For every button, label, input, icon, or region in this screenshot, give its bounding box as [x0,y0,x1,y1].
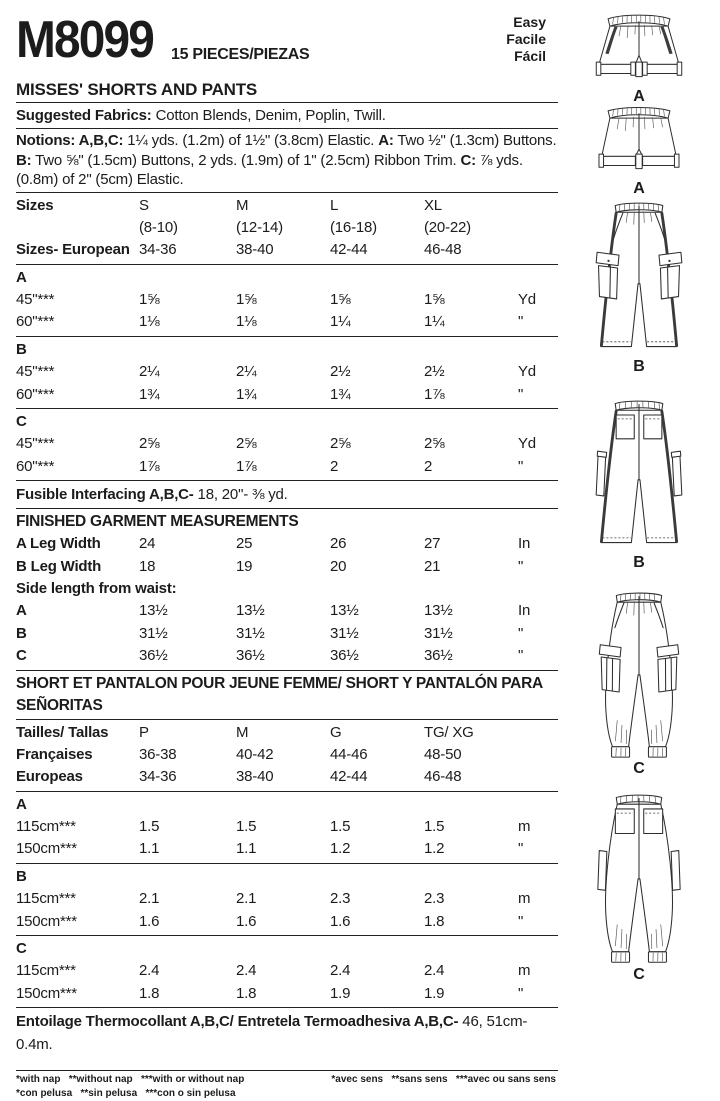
unit: " [518,623,558,645]
cell: 18 [139,556,236,578]
difficulty-en: Easy [506,14,546,31]
cell: 20 [330,556,424,578]
cell: 2¼ [139,361,236,383]
finished-measurements-heading: FINISHED GARMENT MEASUREMENTS [16,511,558,533]
measure-label: C [16,645,139,667]
cell: 38-40 [236,766,330,788]
pants-back-illustration [580,396,698,554]
cell: 19 [236,556,330,578]
divider [16,1007,558,1008]
cell: 1⅞ [139,456,236,478]
cell: 36½ [236,645,330,667]
cell: 42-44 [330,766,424,788]
fabrics-label: Suggested Fabrics: [16,107,152,124]
entoilage-text: 46, 51cm- 0.4m. [16,1013,527,1053]
cell: 1⅞ [424,384,518,406]
page-title: MISSES' SHORTS AND PANTS [16,80,558,100]
width-label: 60"*** [16,311,139,333]
unit: " [518,983,558,1005]
divider [16,336,558,337]
cell: 1⅛ [139,311,236,333]
width-label: 60"*** [16,456,139,478]
measurement-row [16,623,558,645]
european-label: Sizes- European [16,239,139,261]
col-head: S [139,195,236,217]
cell: 1⅝ [424,289,518,311]
cell: 1¾ [139,384,236,406]
interfacing-note [16,483,558,506]
shorts-back-illustration [584,100,694,180]
unit: " [518,556,558,578]
col-head: M [236,195,330,217]
notions-b-label: B: [16,152,31,169]
entoilage-note [16,1010,558,1056]
cell: 2.4 [424,960,518,982]
cell: 31½ [236,623,330,645]
figure-label: C [558,761,720,777]
view-c-label-row [16,938,558,960]
divider [16,719,558,720]
cell: 1.8 [139,983,236,1005]
divider [16,102,558,103]
divider [16,192,558,193]
notions-c-label: C: [460,152,475,169]
notions-label: Notions: A,B,C: [16,132,123,149]
size-header-row [16,195,558,217]
figure-view-a-front [558,8,720,105]
cell: 1⅛ [236,311,330,333]
col-head: TG/ XG [424,722,518,744]
cell: 2⅝ [330,433,424,455]
jogger-front-illustration [580,588,698,760]
cell: 2½ [330,361,424,383]
cell: 2.4 [139,960,236,982]
divider [16,935,558,936]
figure-label: A [558,181,720,197]
cell: 1.9 [330,983,424,1005]
cell: 46-48 [424,239,518,261]
measure-label: B Leg Width [16,556,139,578]
yardage-row [16,289,558,311]
cell: 42-44 [330,239,424,261]
divider [16,791,558,792]
figure-view-c-front [558,588,720,777]
unit: m [518,816,558,838]
col-sub: (20-22) [424,217,518,239]
cell: 2¼ [236,361,330,383]
measurement-row [16,600,558,622]
pattern-number: M8099 [16,12,153,68]
pants-front-illustration [580,198,698,358]
cell: 1¾ [236,384,330,406]
view-label: B [16,866,139,888]
cell: 24 [139,533,236,555]
notions-text: Two ⅝" (1.5cm) Buttons, 2 yds. (1.9m) of 1" (2.5cm) Ribbon Trim. [31,152,460,169]
cell: 2⅝ [424,433,518,455]
cell: 1⅞ [236,456,330,478]
divider [16,480,558,481]
cell: 36½ [330,645,424,667]
cell: 1.1 [139,838,236,860]
width-label: 115cm*** [16,888,139,910]
unit: Yd [518,433,558,455]
figure-label: C [558,967,720,983]
metric-yardage-row [16,816,558,838]
cell: 1.2 [424,838,518,860]
figure-view-b-front [558,198,720,375]
view-c-label-row [16,411,558,433]
francaises-label: Françaises [16,744,139,766]
unit: In [518,600,558,622]
metric-yardage-row [16,888,558,910]
footnotes [16,1070,558,1101]
unit: " [518,911,558,933]
view-label: A [16,267,139,289]
unit: " [518,384,558,406]
footnote-es: *con pelusa **sin pelusa ***con o sin pelusa [16,1087,236,1101]
figure-label: A [558,89,720,105]
notions [16,131,558,190]
view-label: A [16,794,139,816]
cell: 1.6 [139,911,236,933]
view-b-label-row [16,866,558,888]
tailles-label: Tailles/ Tallas [16,722,139,744]
interfacing-text: 18, 20"- ⅜ yd. [194,486,288,503]
figure-label: B [558,359,720,375]
cell: 2.3 [330,888,424,910]
metric-yardage-row [16,911,558,933]
content-column [16,12,558,1101]
shorts-front-illustration [584,8,694,88]
view-label: C [16,411,139,433]
divider [16,508,558,509]
notions-a-label: A: [378,132,393,149]
europeas-row [16,766,558,788]
tailles-row [16,722,558,744]
unit: " [518,311,558,333]
cell: 1.1 [236,838,330,860]
difficulty-badge [506,12,558,65]
divider [16,408,558,409]
yardage-row [16,456,558,478]
cell: 31½ [424,623,518,645]
unit: m [518,960,558,982]
suggested-fabrics [16,105,558,126]
col-head: G [330,722,424,744]
cell: 2 [424,456,518,478]
european-sizes-row [16,239,558,261]
cell: 2.4 [330,960,424,982]
cell: 36-38 [139,744,236,766]
width-label: 150cm*** [16,983,139,1005]
jogger-back-illustration [580,790,698,966]
cell: 36½ [139,645,236,667]
garment-illustrations [558,0,720,1017]
divider [16,1070,558,1071]
width-label: 45"*** [16,289,139,311]
fabrics-text: Cotton Blends, Denim, Poplin, Twill. [152,107,386,124]
cell: 40-42 [236,744,330,766]
view-b-label-row [16,339,558,361]
measure-label: B [16,623,139,645]
cell: 1⅝ [330,289,424,311]
cell: 1.6 [236,911,330,933]
cell: 1.5 [139,816,236,838]
col-head: P [139,722,236,744]
col-sub: (12-14) [236,217,330,239]
cell: 2.4 [236,960,330,982]
difficulty-es: Fácil [506,48,546,65]
unit: " [518,838,558,860]
width-label: 60"*** [16,384,139,406]
interfacing-label: Fusible Interfacing A,B,C- [16,486,194,503]
cell: 2.1 [236,888,330,910]
cell: 1.5 [424,816,518,838]
entoilage-label: Entoilage Thermocollant A,B,C/ Entretela Termoadhesiva A,B,C- [16,1013,458,1030]
pieces-count: 15 PIECES/PIEZAS [171,46,309,64]
measurement-row [16,533,558,555]
size-subhead-row [16,217,558,239]
col-sub: (16-18) [330,217,424,239]
cell: 13½ [424,600,518,622]
divider [16,128,558,129]
cell: 1.6 [330,911,424,933]
cell: 2.1 [139,888,236,910]
cell: 21 [424,556,518,578]
divider [16,863,558,864]
cell: 31½ [139,623,236,645]
footnote-row-1 [16,1073,558,1087]
yardage-row [16,361,558,383]
footnote-row-2 [16,1087,558,1101]
francaises-row [16,744,558,766]
cell: 38-40 [236,239,330,261]
cell: 2 [330,456,424,478]
measurement-row [16,578,558,600]
unit: In [518,533,558,555]
measure-label: A Leg Width [16,533,139,555]
cell: 2.3 [424,888,518,910]
cell: 1.2 [330,838,424,860]
notions-text: Two ½" (1.3cm) Buttons. [394,132,557,149]
footnote-en: *with nap **without nap ***with or without nap [16,1073,244,1087]
cell: 13½ [236,600,330,622]
cell: 31½ [330,623,424,645]
unit: " [518,645,558,667]
metric-yardage-row [16,983,558,1005]
unit: Yd [518,361,558,383]
unit: " [518,456,558,478]
cell: 34-36 [139,239,236,261]
figure-label: B [558,555,720,571]
view-a-label-row [16,794,558,816]
cell: 1.8 [424,911,518,933]
notions-text: ⅞ yds. (0.8m) of 2" (5cm) Elastic. [16,152,523,189]
yardage-row [16,433,558,455]
view-a-label-row [16,267,558,289]
width-label: 150cm*** [16,911,139,933]
col-head: XL [424,195,518,217]
cell: 1¼ [424,311,518,333]
yardage-row [16,384,558,406]
cell: 25 [236,533,330,555]
width-label: 45"*** [16,361,139,383]
measure-label: Side length from waist: [16,578,139,600]
width-label: 115cm*** [16,816,139,838]
divider [16,670,558,671]
col-head: M [236,722,330,744]
europeas-label: Europeas [16,766,139,788]
figure-view-b-back [558,396,720,571]
cell: 44-46 [330,744,424,766]
measurement-row [16,645,558,667]
cell: 1⅝ [236,289,330,311]
cell: 46-48 [424,766,518,788]
divider [16,264,558,265]
sizes-label: Sizes [16,195,139,217]
view-label: B [16,339,139,361]
footnote-fr: *avec sens **sans sens ***avec ou sans sens [331,1073,556,1087]
measure-label: A [16,600,139,622]
col-sub: (8-10) [139,217,236,239]
width-label: 115cm*** [16,960,139,982]
cell: 26 [330,533,424,555]
metric-yardage-row [16,838,558,860]
col-head: L [330,195,424,217]
cell: 2⅝ [236,433,330,455]
cell: 13½ [330,600,424,622]
width-label: 150cm*** [16,838,139,860]
cell: 1.5 [236,816,330,838]
cell: 1.9 [424,983,518,1005]
cell: 1.8 [236,983,330,1005]
cell: 1¾ [330,384,424,406]
cell: 13½ [139,600,236,622]
cell: 2½ [424,361,518,383]
cell: 1.5 [330,816,424,838]
cell: 1⅝ [139,289,236,311]
notions-text: 1¼ yds. (1.2m) of 1½" (3.8cm) Elastic. [123,132,378,149]
metric-heading: SHORT ET PANTALON POUR JEUNE FEMME/ SHORT Y PANTALÓN PARA SEÑORITAS [16,673,558,717]
difficulty-fr: Facile [506,31,546,48]
figure-view-c-back [558,790,720,983]
cell: 1¼ [330,311,424,333]
yardage-row [16,311,558,333]
unit: Yd [518,289,558,311]
measurement-row [16,556,558,578]
cell: 34-36 [139,766,236,788]
figure-view-a-back [558,100,720,197]
cell: 2⅝ [139,433,236,455]
width-label: 45"*** [16,433,139,455]
unit: m [518,888,558,910]
metric-yardage-row [16,960,558,982]
masthead [16,12,558,76]
view-label: C [16,938,139,960]
cell: 27 [424,533,518,555]
cell: 36½ [424,645,518,667]
cell: 48-50 [424,744,518,766]
